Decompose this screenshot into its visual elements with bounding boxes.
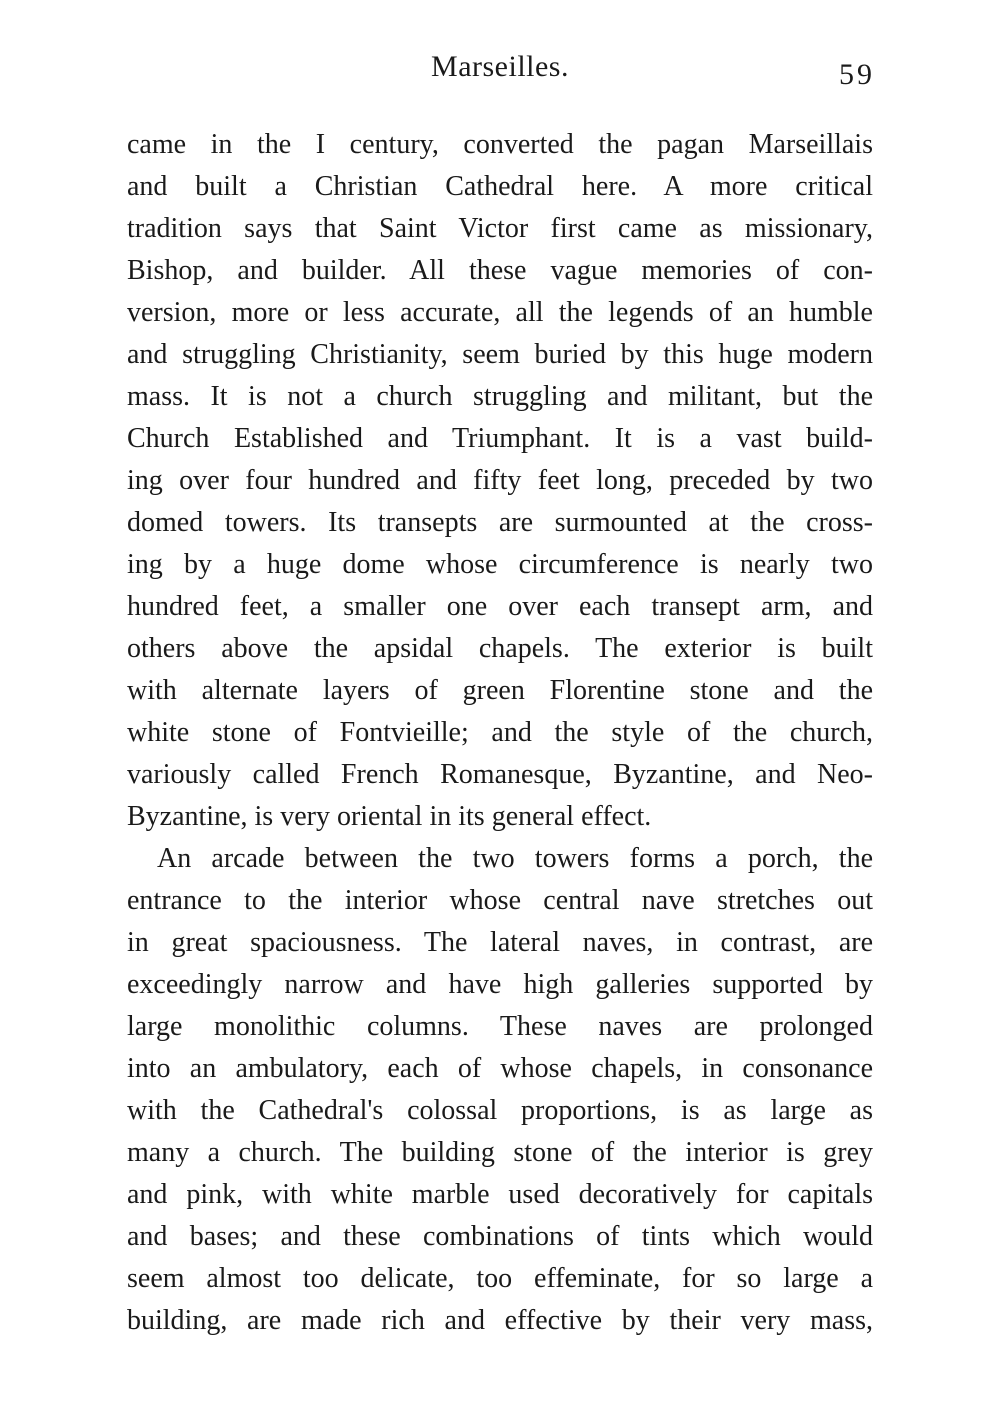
text-line: others above the apsidal chapels. The exterior is built: [127, 633, 873, 664]
text-line: version, more or less accurate, all the legends of an humble: [127, 297, 873, 328]
page-number: 59: [839, 58, 875, 91]
text-line: and struggling Christianity, seem buried by this huge modern: [127, 339, 873, 370]
paragraph: [127, 124, 873, 838]
text-line: and built a Christian Cathedral here. A more critical: [127, 171, 873, 202]
text-line: many a church. The building stone of the interior is grey: [127, 1137, 873, 1168]
text-line: mass. It is not a church struggling and militant, but the: [127, 381, 873, 412]
text-line: building, are made rich and effective by their very mass,: [127, 1305, 873, 1336]
text-line: ing by a huge dome whose circumference is nearly two: [127, 549, 873, 580]
text-line: exceedingly narrow and have high galleries supported by: [127, 969, 873, 1000]
text-line: variously called French Romanesque, Byzantine, and Neo-: [127, 759, 873, 790]
text-line: with alternate layers of green Florentine stone and the: [127, 675, 873, 706]
text-line: An arcade between the two towers forms a porch, the: [157, 843, 873, 874]
text-line: and pink, with white marble used decoratively for capitals: [127, 1179, 873, 1210]
text-line: Byzantine, is very oriental in its general effect.: [127, 801, 652, 832]
text-line: Bishop, and builder. All these vague memories of con-: [127, 255, 873, 286]
text-line: in great spaciousness. The lateral naves, in contrast, are: [127, 927, 873, 958]
text-line: tradition says that Saint Victor first came as missionary,: [127, 213, 873, 244]
text-line: domed towers. Its transepts are surmounted at the cross-: [127, 507, 873, 538]
text-line: seem almost too delicate, too effeminate, for so large a: [127, 1263, 873, 1294]
text-line: entrance to the interior whose central nave stretches out: [127, 885, 873, 916]
text-line: ing over four hundred and fifty feet long, preceded by two: [127, 465, 873, 496]
text-line: with the Cathedral's colossal proportions, is as large as: [127, 1095, 873, 1126]
text-line: and bases; and these combinations of tints which would: [127, 1221, 873, 1252]
text-line: hundred feet, a smaller one over each transept arm, and: [127, 591, 873, 622]
text-line: came in the I century, converted the pagan Marseillais: [127, 129, 873, 160]
running-title: Marseilles.: [431, 50, 569, 83]
text-line: white stone of Fontvieille; and the style of the church,: [127, 717, 873, 748]
text-line: large monolithic columns. These naves are prolonged: [127, 1011, 873, 1042]
body-text: [127, 124, 873, 1342]
text-line: Church Established and Triumphant. It is a vast build-: [127, 423, 873, 454]
text-line: into an ambulatory, each of whose chapels, in consonance: [127, 1053, 873, 1084]
paragraph: [127, 838, 873, 1342]
